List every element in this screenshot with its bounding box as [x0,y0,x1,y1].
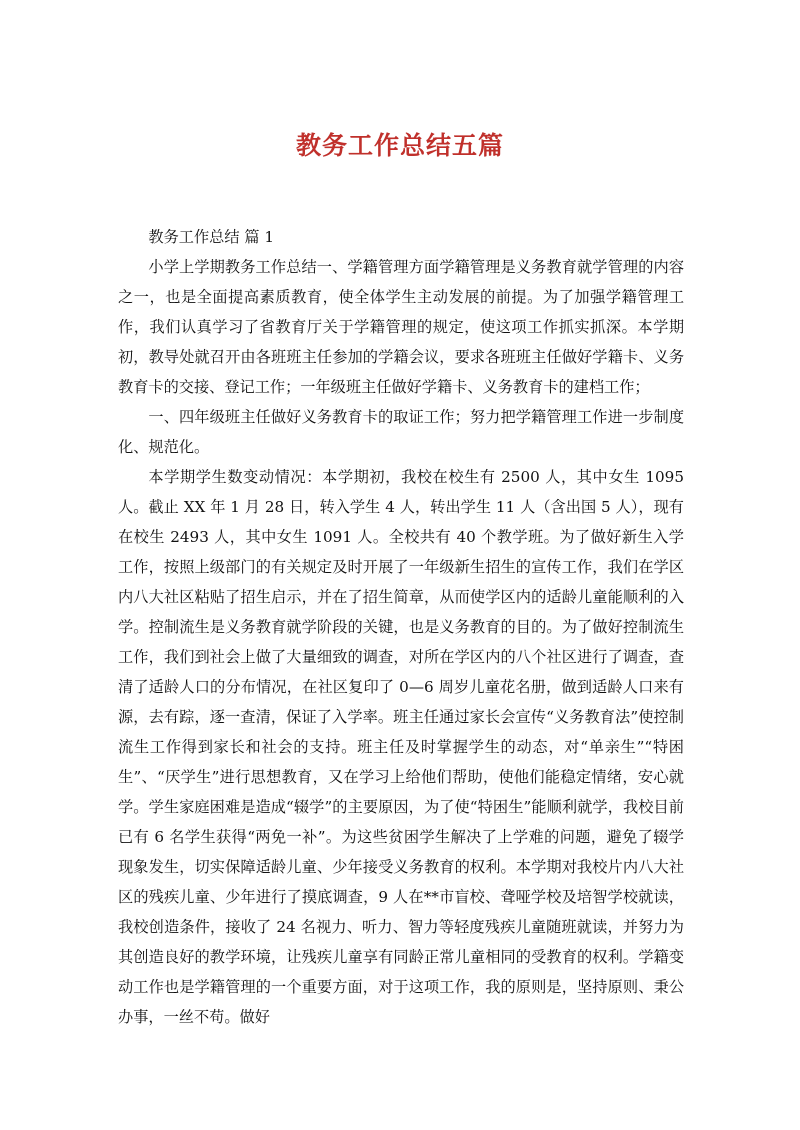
section-heading: 教务工作总结 篇 1 [148,228,275,246]
paragraph-2: 一、四年级班主任做好义务教育卡的取证工作；努力把学籍管理工作进一步制度化、规范化。 [118,408,684,456]
document-title: 教务工作总结五篇 [295,131,504,160]
paragraph-3: 本学期学生数变动情况：本学期初，我校在校生有 2500 人，其中女生 1095 人。截止 XX 年 1 月 28 日，转入学生 4 人，转出学生 11 人（含出国 5 人），现有在校生 2493 人，其中女生 1091 人。全校共有 40 个教学班。为了做好新生入学工作，按照上级部门的有关规定及时开展了一年级新生招生的宣传工作，我们在学区内八大社区粘贴了招生启示，并在了招生简章，从而使学区内的适龄儿童能顺利的入学。控制流生是义务教育就学阶段的关键，也是义务教育的目的。为了做好控制流生工作，我们到社会上做了大量细致的调查，对所在学区内的八个社区进行了调查，查清了适龄人口的分布情况，在社区复印了 0—6 周岁儿童花名册，做到适龄人口来有源，去有踪，逐一查清，保证了入学率。班主任通过家长会宣传“义务教育法”使控制流生工作得到家长和社会的支持。班主任及时掌握学生的动态，对“单亲生”“特困生”、“厌学生”进行思想教育，又在学习上给他们帮助，使他们能稳定情绪，安心就学。学生家庭困难是造成“辍学”的主要原因，为了使“特困生”能顺利就学，我校目前已有 6 名学生获得“两免一补”。为这些贫困学生解决了上学难的问题，避免了辍学现象发生，切实保障适龄儿童、少年接受义务教育的权利。本学期对我校片内八大社区的残疾儿童、少年进行了摸底调查，9 人在**市盲校、聋哑学校及培智学校就读，我校创造条件，接收了 24 名视力、听力、智力等轻度残疾儿童随班就读，并努力为其创造良好的教学环境，让残疾儿童享有同龄正常儿童相同的受教育的权利。学籍变动工作也是学籍管理的一个重要方面，对于这项工作，我的原则是，坚持原则、秉公办事，一丝不苟。做好 [118,468,684,1026]
paragraph-1: 小学上学期教务工作总结一、学籍管理方面学籍管理是义务教育就学管理的内容之一，也是全面提高素质教育，使全体学生主动发展的前提。为了加强学籍管理工作，我们认真学习了省教育厅关于学籍管理的规定，使这项工作抓实抓深。本学期初，教导处就召开由各班班主任参加的学籍会议，要求各班班主任做好学籍卡、义务教育卡的交接、登记工作；一年级班主任做好学籍卡、义务教育卡的建档工作； [118,258,684,396]
document-body [118,222,684,1032]
